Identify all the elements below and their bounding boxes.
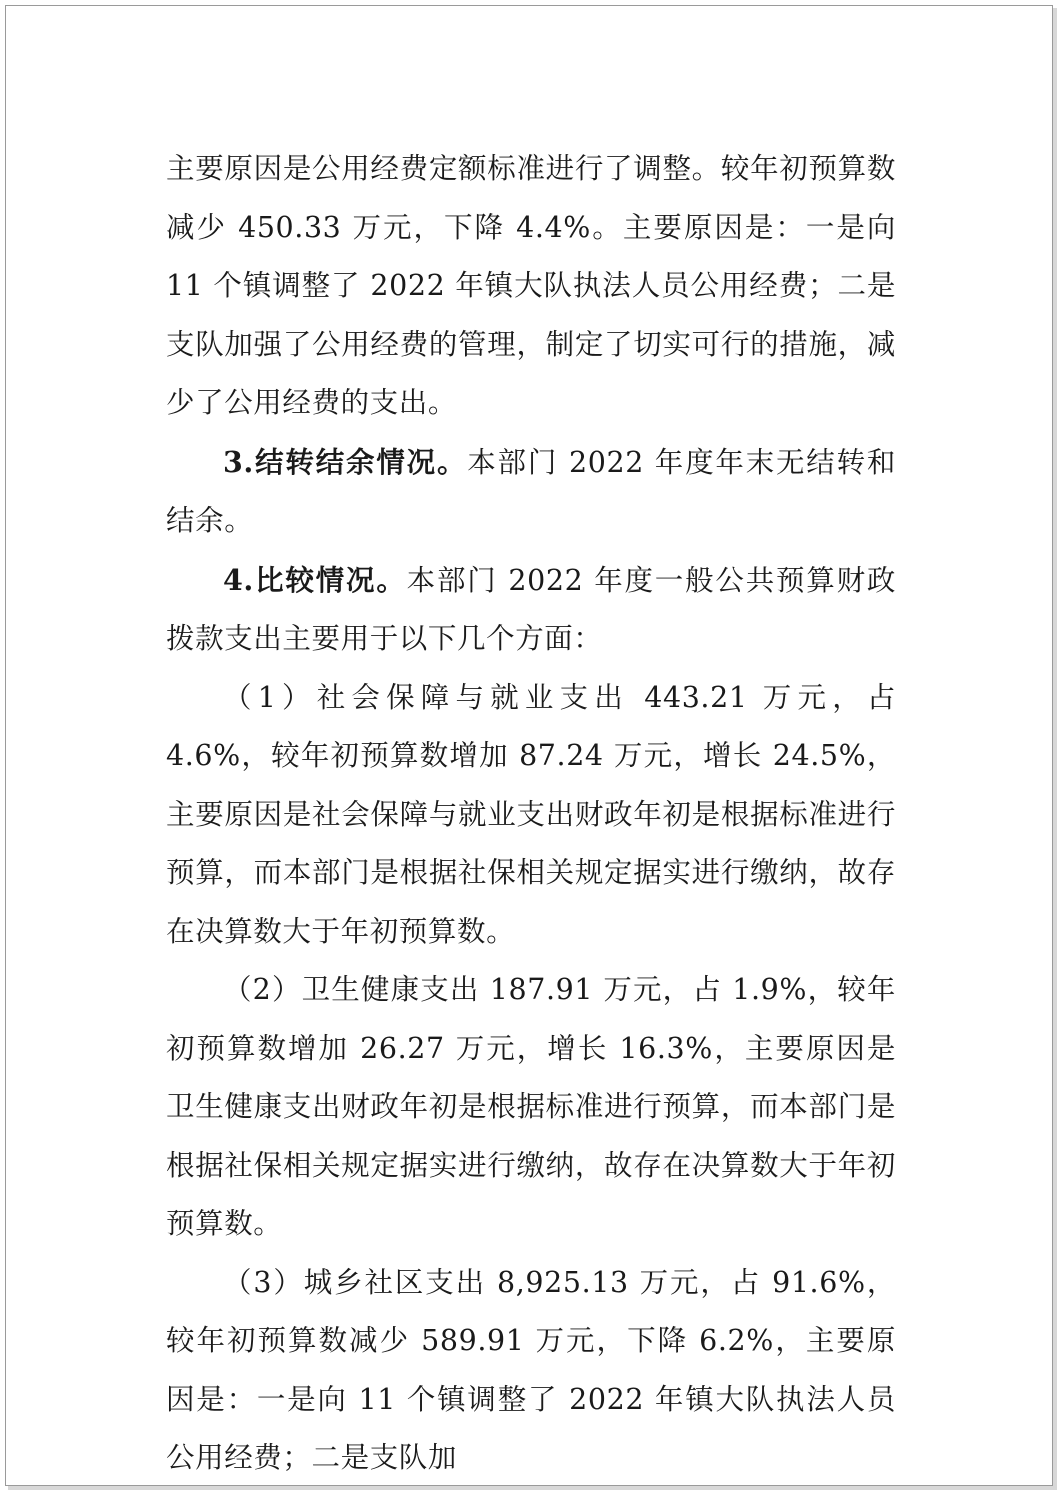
paragraph-item-urban-rural <box>166 1254 896 1488</box>
paragraph-text: （3）城乡社区支出 8,925.13 万元，占 91.6%，较年初预算数减少 589.91 万元，下降 6.2%，主要原因是：一是向 11 个镇调整了 2022 年镇大队执法人员公用经费；二是支队加 <box>166 1265 896 1474</box>
document-body <box>166 140 896 1488</box>
paragraph-text: 本部门 2022 年度一般公共预算财政拨款支出主要用于以下几个方面： <box>166 563 896 655</box>
paragraph-text: （1）社会保障与就业支出 443.21 万元，占 4.6%，较年初预算数增加 87.24 万元，增长 24.5%，主要原因是社会保障与就业支出财政年初是根据标准进行预算，而本部门是根据社保相关规定据实进行缴纳，故存在决算数大于年初预算数。 <box>166 680 896 948</box>
paragraph-heading: 3.结转结余情况。 <box>223 444 468 479</box>
paragraph-text: 主要原因是公用经费定额标准进行了调整。较年初预算数减少 450.33 万元，下降 4.4%。主要原因是：一是向 11 个镇调整了 2022 年镇大队执法人员公用经费；二是支队加强了公用经费的管理，制定了切实可行的措施，减少了公用经费的支出。 <box>166 152 896 419</box>
paragraph-carryover <box>166 433 896 551</box>
paragraph-heading: 4.比较情况。 <box>223 562 407 597</box>
page-shadow-right <box>1053 8 1057 1490</box>
paragraph-item-health <box>166 961 896 1254</box>
paragraph-item-social-security <box>166 669 896 962</box>
paragraph-text: 本部门 2022 年度年末无结转和结余。 <box>166 445 896 537</box>
paragraph-text: （2）卫生健康支出 187.91 万元，占 1.9%，较年初预算数增加 26.27 万元，增长 16.3%，主要原因是卫生健康支出财政年初是根据标准进行预算，而本部门是根据社保相关规定据实进行缴纳，故存在决算数大于年初预算数。 <box>166 973 896 1240</box>
paragraph-continuation <box>166 140 896 433</box>
paragraph-comparison <box>166 551 896 669</box>
